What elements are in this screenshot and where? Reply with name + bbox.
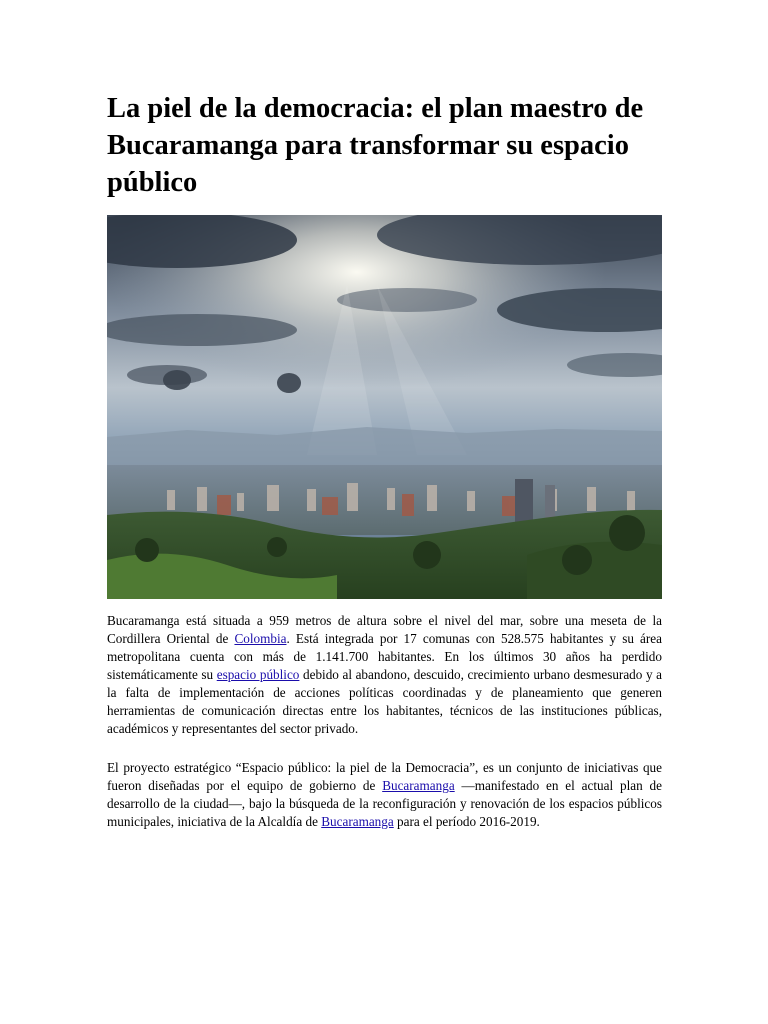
paragraph-text: debido al abandono, descuido, crecimiento urbano desmesurado y a la falta de implementación de acciones políticas coordinadas y de planeamiento que generen herramientas de comunicación directas entre los habitantes, técnicos de las instituciones públicas, académicos y representantes del sector privado.	[107, 667, 662, 736]
link-bucaramanga-alcaldia[interactable]: Bucaramanga	[321, 814, 394, 829]
paragraph-text: El proyecto estratégico “Espacio público: la piel de la Democracia”, es un conjunto de iniciativas que fueron diseñadas por el equipo de gobierno de	[107, 760, 662, 793]
paragraph-text: . Está integrada por 17 comunas con 528.575 habitantes y su área metropolitana cuenta con más de 1.141.700 habitantes. En los últimos 30 años ha perdido sistemáticamente su	[107, 631, 663, 682]
link-espacio-publico[interactable]: espacio público	[216, 667, 300, 682]
paragraph-intro	[107, 612, 662, 738]
city-landscape-photo	[107, 215, 662, 599]
article-title: La piel de la democracia: el plan maestro de Bucaramanga para transformar su espacio público	[107, 93, 644, 198]
paragraph-text: Bucaramanga está situada a 959 metros de altura sobre el nivel del mar, sobre una meseta de la Cordillera Oriental de	[107, 613, 662, 646]
link-bucaramanga[interactable]: Bucaramanga	[382, 778, 455, 793]
link-colombia[interactable]: Colombia	[234, 631, 287, 646]
paragraph-text: —manifestado en el actual plan de desarrollo de la ciudad—, bajo la búsqueda de la reconfiguración y renovación de los espacios públicos municipales, iniciativa de la Alcaldía de	[107, 778, 662, 829]
paragraph-text: para el período 2016-2019.	[393, 814, 540, 829]
paragraph-project	[107, 759, 662, 831]
